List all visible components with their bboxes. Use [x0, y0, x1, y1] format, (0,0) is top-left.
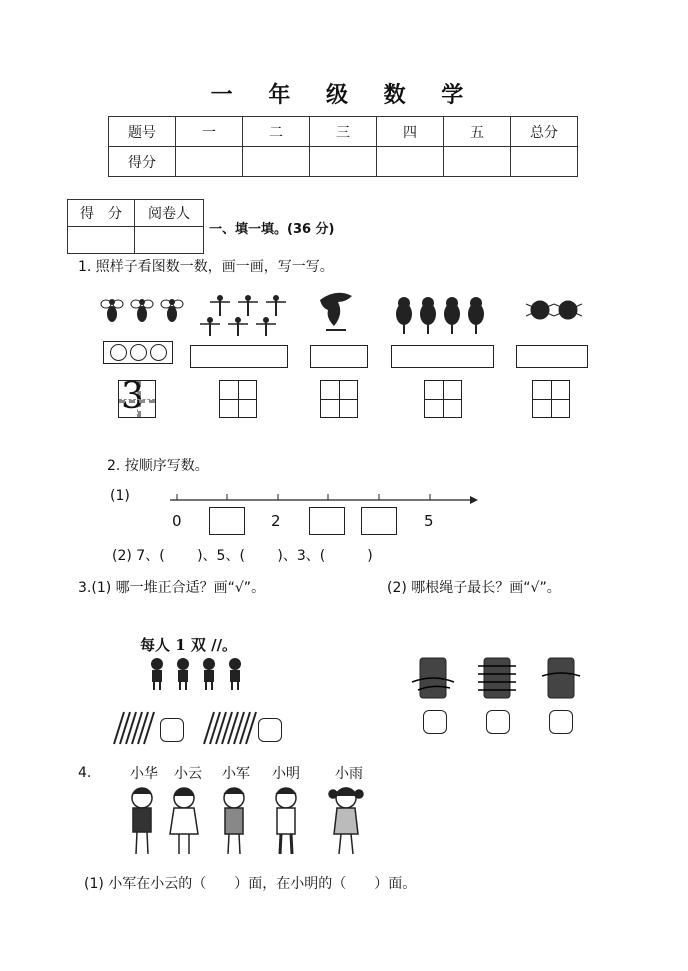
circle-icon [130, 344, 147, 361]
q4-name-xiaoyu: 小雨 [335, 766, 363, 782]
score-cell[interactable] [511, 147, 578, 177]
grader-table [67, 199, 204, 254]
q1-draw-box-beetles[interactable] [516, 345, 588, 368]
q3-part2-text: (2) 哪根绳子最长？画“√”。 [387, 580, 561, 596]
q3-answer-box[interactable] [258, 718, 282, 742]
score-header-cell: 一 [176, 117, 243, 147]
q4-name-xiaoyun: 小云 [174, 766, 202, 782]
q1-text: 1. 照样子看图数一数，画一画，写一写。 [78, 259, 334, 275]
q1-example-digit: 3 [121, 376, 144, 417]
score-table-header-row [109, 117, 578, 147]
q3-rope-answer-box[interactable] [486, 710, 510, 734]
q4-question: (1) 小军在小云的（ ）面，在小明的（ ）面。 [84, 876, 417, 892]
q1-draw-box-dolphin[interactable] [310, 345, 368, 368]
score-cell[interactable] [243, 147, 310, 177]
q1-draw-box-birds[interactable] [391, 345, 494, 368]
number-line-label: 5 [424, 512, 434, 530]
score-header-cell: 总分 [511, 117, 578, 147]
kids-icon [118, 786, 378, 858]
q1-writing-grid[interactable] [532, 380, 570, 418]
number-line-label: 2 [271, 512, 281, 530]
score-header-cell: 五 [444, 117, 511, 147]
q2-part2-text: (2) 7、( )、5、( )、3、( ) [112, 548, 373, 564]
grader-score-label: 得 分 [68, 200, 135, 227]
q1-example-writing-grid [118, 376, 156, 418]
circle-icon [150, 344, 167, 361]
score-header-cell: 三 [310, 117, 377, 147]
score-cell[interactable] [310, 147, 377, 177]
score-row-label: 得分 [109, 147, 176, 177]
q4-name-xiaohua: 小华 [130, 766, 158, 782]
children-icon [145, 656, 255, 692]
q4-name-xiaoming: 小明 [272, 766, 300, 782]
grader-name-label: 阅卷人 [135, 200, 204, 227]
number-line-answer-box[interactable] [309, 507, 345, 535]
grader-name-cell[interactable] [135, 227, 204, 254]
score-header-cell: 四 [377, 117, 444, 147]
q1-example-box [103, 341, 173, 364]
q1-writing-grid[interactable] [320, 380, 358, 418]
dolphin-icon [320, 293, 352, 330]
q2-text: 2. 按顺序写数。 [107, 458, 209, 474]
score-header-cell: 题号 [109, 117, 176, 147]
q3-caption: 每人 1 双 //。 [140, 636, 238, 654]
dragonflies-icon [200, 296, 286, 337]
q2-part1-label: (1) [110, 488, 130, 504]
circle-icon [110, 344, 127, 361]
score-header-cell: 二 [243, 117, 310, 147]
rope-cylinders-icon [410, 652, 590, 702]
birds-icon [396, 297, 484, 334]
q1-writing-grid[interactable] [424, 380, 462, 418]
q3-rope-answer-box[interactable] [549, 710, 573, 734]
q4-label: 4. [78, 765, 92, 781]
number-line-label: 0 [172, 512, 182, 530]
grader-score-cell[interactable] [68, 227, 135, 254]
score-table-score-row [109, 147, 578, 177]
number-line-answer-box[interactable] [361, 507, 397, 535]
q1-draw-box-dragonflies[interactable] [190, 345, 288, 368]
score-table [108, 116, 578, 177]
q3-part1-text: 3.(1) 哪一堆正合适？画“√”。 [78, 580, 266, 596]
score-cell[interactable] [377, 147, 444, 177]
score-cell[interactable] [444, 147, 511, 177]
q1-writing-grid[interactable] [219, 380, 257, 418]
score-cell[interactable] [176, 147, 243, 177]
page-title: 一 年 级 数 学 [210, 83, 478, 108]
number-line-answer-box[interactable] [209, 507, 245, 535]
q4-name-xiaojun: 小军 [222, 766, 250, 782]
q1-pictures [100, 288, 600, 340]
q3-rope-answer-box[interactable] [423, 710, 447, 734]
section1-heading: 一、填一填。(36 分) [209, 222, 335, 237]
bees-icon [101, 299, 183, 322]
beetles-icon [526, 301, 582, 319]
q3-answer-box[interactable] [160, 718, 184, 742]
